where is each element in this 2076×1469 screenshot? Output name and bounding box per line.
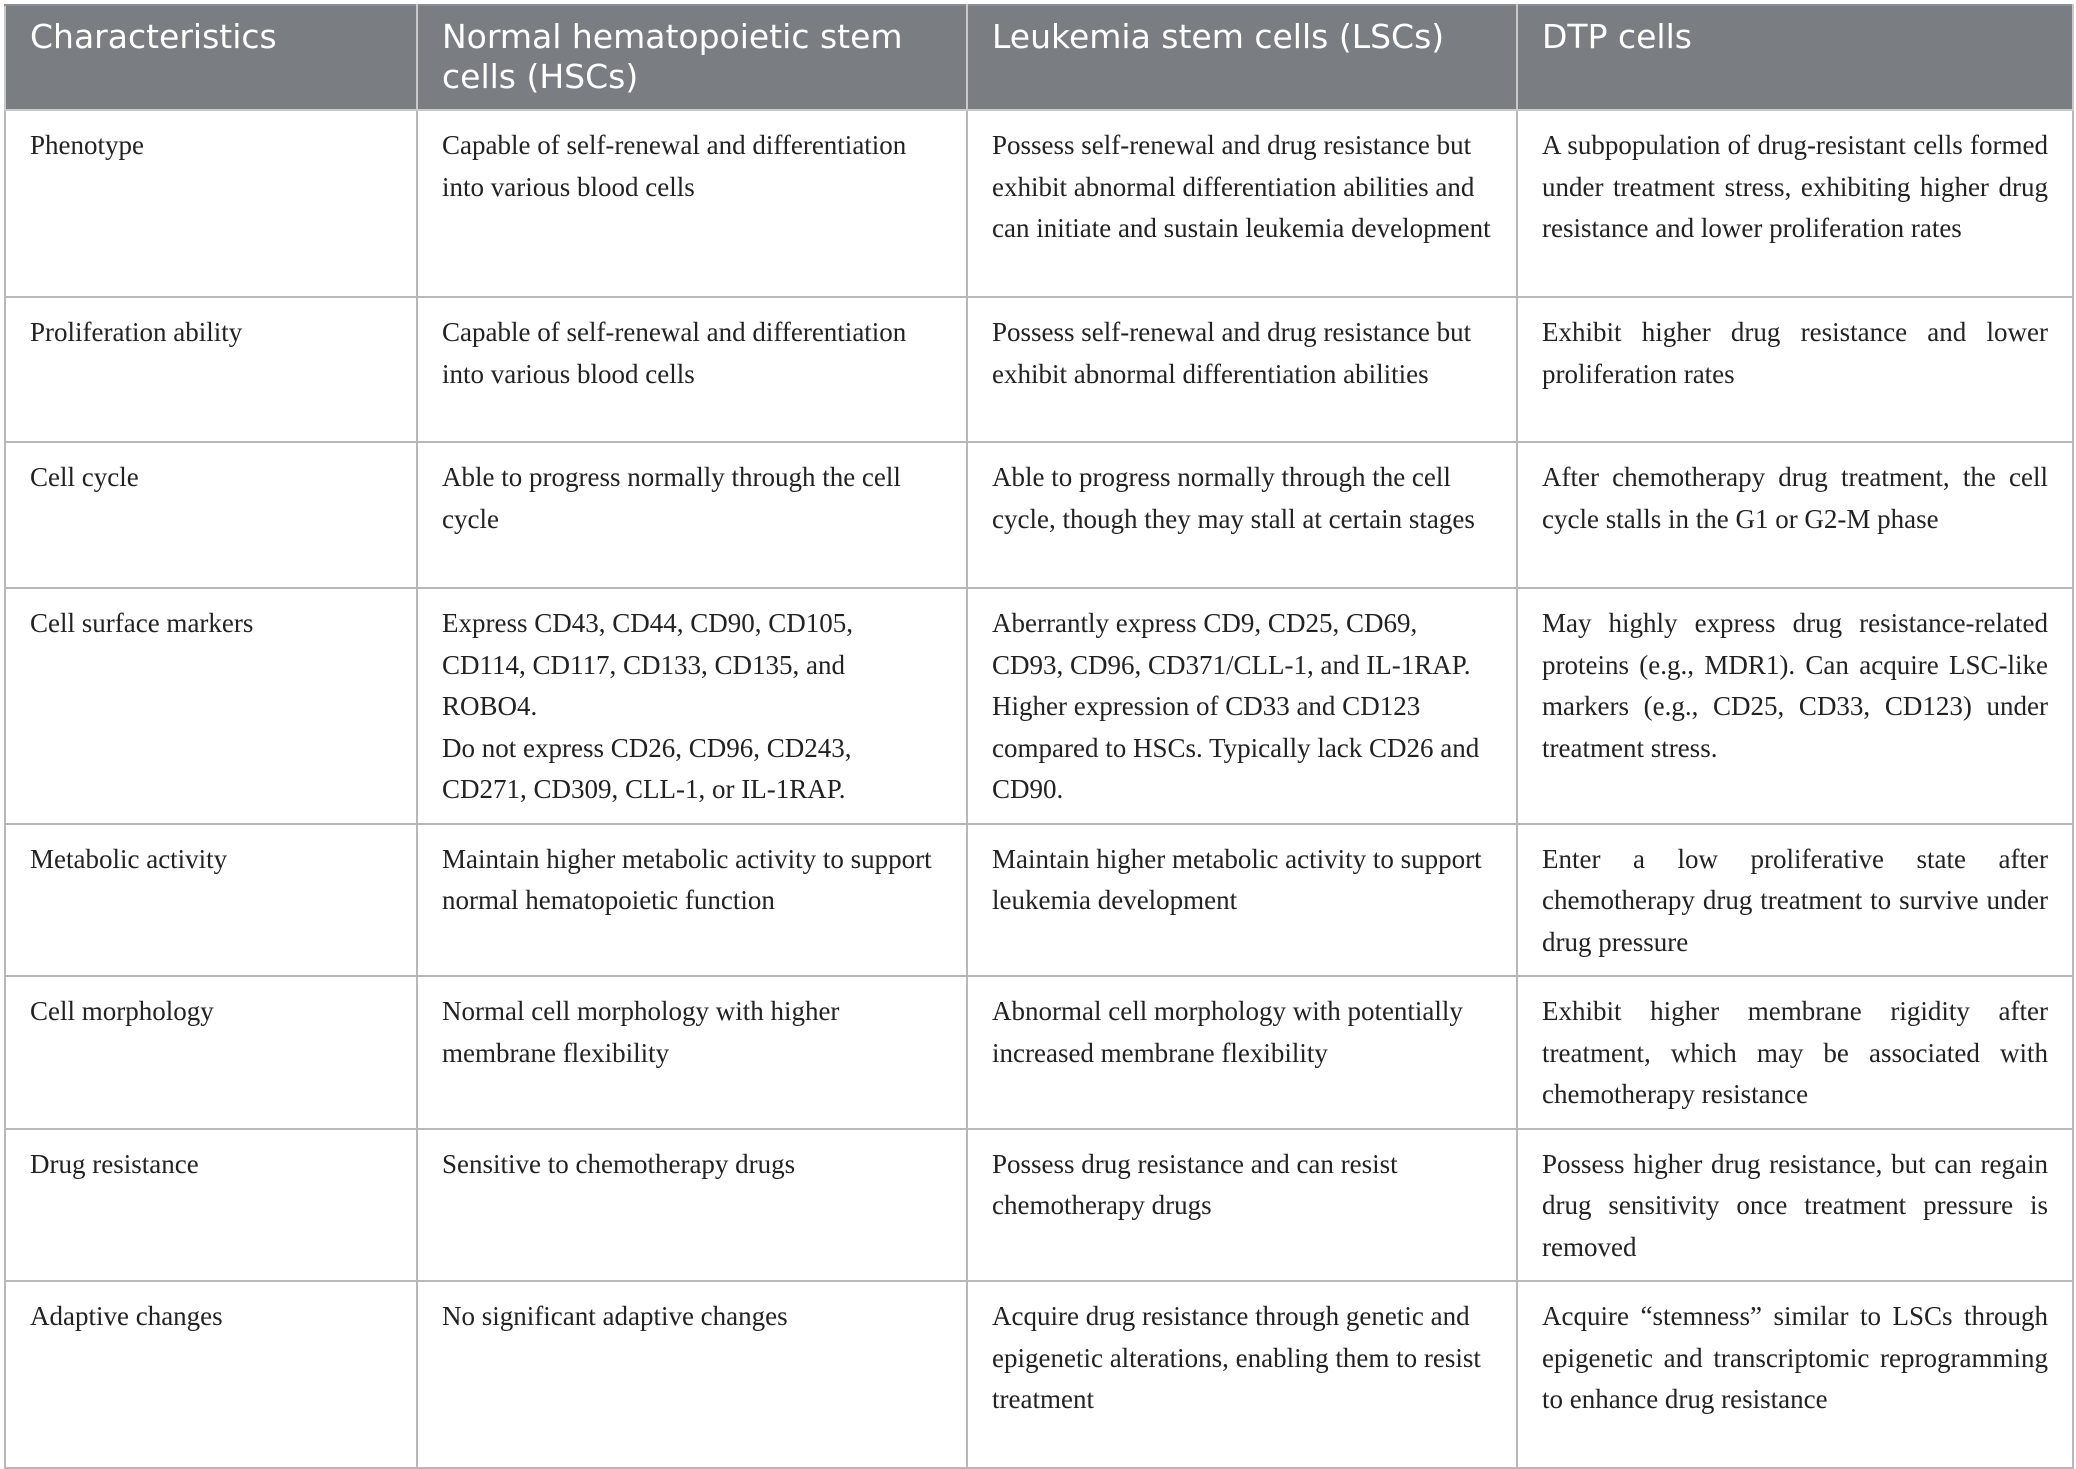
cell-characteristic: Cell surface markers (5, 588, 417, 824)
comparison-table (4, 4, 2074, 1469)
table-body (5, 110, 2073, 1468)
table-row (5, 976, 2073, 1129)
cell-characteristic: Metabolic activity (5, 824, 417, 977)
cell-dtp: May highly express drug resistance-related proteins (e.g., MDR1). Can acquire LSC-like markers (e.g., CD25, CD33, CD123) under treatment stress. (1517, 588, 2073, 824)
table-row (5, 824, 2073, 977)
header-hsc: Normal hematopoietic stem cells (HSCs) (417, 5, 967, 110)
header-lsc: Leukemia stem cells (LSCs) (967, 5, 1517, 110)
cell-hsc: Able to progress normally through the cell cycle (417, 442, 967, 588)
cell-characteristic: Cell cycle (5, 442, 417, 588)
comparison-table-container (4, 4, 2072, 1469)
cell-characteristic: Phenotype (5, 110, 417, 297)
header-characteristics: Characteristics (5, 5, 417, 110)
cell-hsc: Capable of self-renewal and differentiation into various blood cells (417, 110, 967, 297)
cell-lsc: Aberrantly express CD9, CD25, CD69, CD93, CD96, CD371/CLL-1, and IL-1RAP. Higher expression of CD33 and CD123 compared to HSCs. Typically lack CD26 and CD90. (967, 588, 1517, 824)
cell-lsc: Possess self-renewal and drug resistance but exhibit abnormal differentiation abilities and can initiate and sustain leukemia development (967, 110, 1517, 297)
cell-dtp: A subpopulation of drug-resistant cells formed under treatment stress, exhibiting higher drug resistance and lower proliferation rates (1517, 110, 2073, 297)
cell-dtp: Exhibit higher membrane rigidity after treatment, which may be associated with chemotherapy resistance (1517, 976, 2073, 1129)
table-row (5, 110, 2073, 297)
cell-hsc: Express CD43, CD44, CD90, CD105, CD114, CD117, CD133, CD135, and ROBO4. Do not express CD26, CD96, CD243, CD271, CD309, CLL-1, or IL-1RAP. (417, 588, 967, 824)
header-dtp: DTP cells (1517, 5, 2073, 110)
cell-lsc: Maintain higher metabolic activity to support leukemia development (967, 824, 1517, 977)
table-row (5, 1129, 2073, 1282)
cell-lsc: Possess drug resistance and can resist chemotherapy drugs (967, 1129, 1517, 1282)
cell-characteristic: Cell morphology (5, 976, 417, 1129)
cell-hsc: Capable of self-renewal and differentiation into various blood cells (417, 297, 967, 442)
cell-hsc: Normal cell morphology with higher membrane flexibility (417, 976, 967, 1129)
table-row (5, 297, 2073, 442)
cell-dtp: After chemotherapy drug treatment, the cell cycle stalls in the G1 or G2-M phase (1517, 442, 2073, 588)
cell-dtp: Enter a low proliferative state after chemotherapy drug treatment to survive under drug pressure (1517, 824, 2073, 977)
cell-hsc: No significant adaptive changes (417, 1281, 967, 1468)
table-row (5, 1281, 2073, 1468)
cell-lsc: Possess self-renewal and drug resistance but exhibit abnormal differentiation abilities (967, 297, 1517, 442)
table-row (5, 588, 2073, 824)
cell-characteristic: Drug resistance (5, 1129, 417, 1282)
cell-dtp: Acquire “stemness” similar to LSCs through epigenetic and transcriptomic reprogramming to enhance drug resistance (1517, 1281, 2073, 1468)
table-header (5, 5, 2073, 110)
cell-dtp: Exhibit higher drug resistance and lower proliferation rates (1517, 297, 2073, 442)
header-row (5, 5, 2073, 110)
cell-characteristic: Proliferation ability (5, 297, 417, 442)
cell-lsc: Able to progress normally through the cell cycle, though they may stall at certain stages (967, 442, 1517, 588)
table-row (5, 442, 2073, 588)
cell-hsc: Sensitive to chemotherapy drugs (417, 1129, 967, 1282)
cell-dtp: Possess higher drug resistance, but can regain drug sensitivity once treatment pressure is removed (1517, 1129, 2073, 1282)
cell-characteristic: Adaptive changes (5, 1281, 417, 1468)
cell-lsc: Acquire drug resistance through genetic and epigenetic alterations, enabling them to resist treatment (967, 1281, 1517, 1468)
cell-lsc: Abnormal cell morphology with potentially increased membrane flexibility (967, 976, 1517, 1129)
cell-hsc: Maintain higher metabolic activity to support normal hematopoietic function (417, 824, 967, 977)
